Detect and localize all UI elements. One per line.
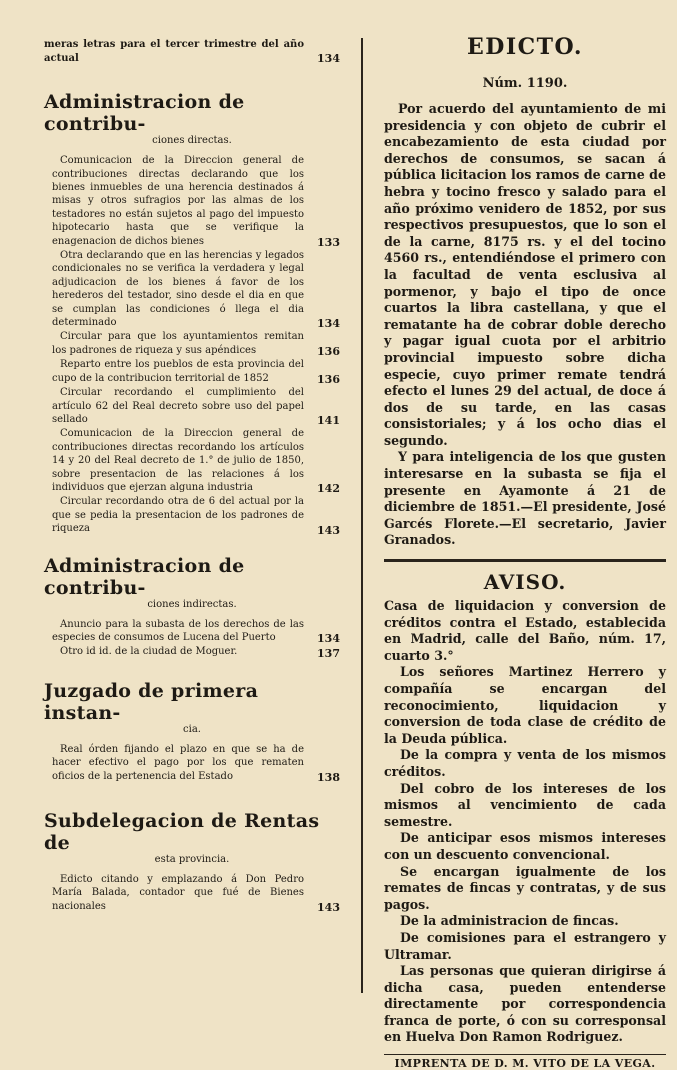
aviso-paragraph: Casa de liquidacion y conversion de créditos contra el Estado, establecida en Madrid, calle del Baño, núm. 17, cuarto 3.° xyxy=(384,598,666,663)
index-entry: Circular recordando el cumplimiento del artículo 62 del Real decreto sobre uso del papel sellado 141 xyxy=(52,387,340,428)
section-subtitle-revenue-subdelegation: esta provincia. xyxy=(154,854,230,865)
printer-imprint: IMPRENTA DE D. M. VITO DE LA VEGA. xyxy=(394,1057,656,1070)
section-separator xyxy=(384,559,666,562)
aviso-paragraph: De anticipar esos mismos intereses con un descuento convencional. xyxy=(384,830,666,862)
index-entry: Edicto citando y emplazando á Don Pedro María Balada, contador que fué de Bienes nacionales 143 xyxy=(52,874,340,915)
index-entry: Otro id id. de la ciudad de Moguer. 137 xyxy=(60,646,340,660)
index-entry: Real órden fijando el plazo en que se ha de hacer efectivo el pago por los que rematen oficios de la pertenencia del Estado 138 xyxy=(52,743,340,784)
section-subtitle-direct-taxes: ciones directas. xyxy=(152,135,232,147)
section-title-revenue-subdelegation: Subdelegacion de Rentas de xyxy=(44,810,320,854)
aviso-paragraph: De la administracion de fincas. xyxy=(400,913,619,929)
edicto-number: Núm. 1190. xyxy=(482,76,568,91)
aviso-paragraph: De la compra y venta de los mismos créditos. xyxy=(384,747,666,779)
index-entry: Comunicacion de la Direccion general de contribuciones directas declarando que los bienes inmuebles de una herencia destinados á misas y otros sufragios por las almas de los testadores no están sujetos al pago del impuesto hipotecario hasta que se verifique la enagenacion de dichos bienes 133 xyxy=(52,155,340,250)
index-entry: Otra declarando que en las herencias y legados condicionales no se verifica la verdadera y legal adjudicacion de los bienes á favor de los herederos del testador, sino desde el dia en que se cumplan las condiciones ó llega el dia determinado 134 xyxy=(52,250,340,331)
section-subtitle-indirect-taxes: ciones indirectas. xyxy=(147,598,237,610)
entries-indirect-taxes xyxy=(44,618,340,660)
section-title-indirect-taxes: Administracion de contribu- xyxy=(44,554,245,599)
entries-court xyxy=(44,743,340,784)
column-divider xyxy=(361,38,363,993)
entries-revenue-subdelegation xyxy=(44,873,340,914)
entries-direct-taxes xyxy=(44,154,340,536)
edicto-title: EDICTO. xyxy=(466,34,584,60)
top-entry xyxy=(44,38,340,65)
notices-column xyxy=(384,34,666,1070)
aviso-body xyxy=(384,598,666,1046)
imprenta-rule xyxy=(384,1054,666,1055)
edicto-paragraph: Y para inteligencia de los que gusten interesarse en la subasta se fija el presente en Ayamonte á 21 de diciembre de 1851.—El presidente, José Garcés Florete.—El secretario, Javier Granados. xyxy=(384,449,666,548)
index-column xyxy=(44,38,340,914)
aviso-title: AVISO. xyxy=(483,570,567,595)
top-entry-page: 134 xyxy=(317,51,340,65)
aviso-paragraph: Los señores Martinez Herrero y compañía se encargan del reconocimiento, liquidacion y conversion de toda clase de crédito de la Deuda pública. xyxy=(384,664,666,746)
index-entry: Anuncio para la subasta de los derechos de las especies de consumos de Lucena del Puerto 134 xyxy=(52,618,340,646)
index-entry: Reparto entre los pueblos de esta provincia del cupo de la contribucion territorial de 1852 136 xyxy=(52,359,340,387)
aviso-paragraph: Del cobro de los intereses de los mismos al vencimiento de cada semestre. xyxy=(384,780,666,829)
section-title-court: Juzgado de primera instan- xyxy=(44,679,259,724)
section-subtitle-court: cia. xyxy=(183,723,201,735)
edicto-paragraph: Por acuerdo del ayuntamiento de mi presidencia y con objeto de cubrir el encabezamiento de esta ciudad por derechos de consumos, se sacan á pública licitacion los ramos de carne de hebra y tocino fresco y salado para el año próximo venidero de 1852, por sus respectivos presupuestos, que lo son el de la carne, 8175 rs. y el del tocino 4560 rs., entendiéndose el primero con la facultad de venta esclusiva al pormenor, y bajo el tipo de once cuartos la libra castellana, y que el rematante ha de cobrar doble derecho y pagar igual cuota por el arbitrio provincial impuesto sobre dicha especie, cuyo primer remate tendrá efecto el lunes 29 del actual, de doce á dos de su tarde, en las casas consistoriales; y á los ocho dias el segundo. xyxy=(384,101,666,448)
edicto-body xyxy=(384,101,666,549)
section-title-direct-taxes: Administracion de contribu- xyxy=(44,91,245,136)
index-entry: Circular recordando otra de 6 del actual por la que se pedia la presentacion de los padrones de riqueza 143 xyxy=(52,496,340,537)
aviso-paragraph: De comisiones para el estrangero y Ultramar. xyxy=(384,929,666,962)
aviso-paragraph: Se encargan igualmente de los remates de fincas y contratas, y de sus pagos. xyxy=(384,863,666,912)
top-entry-text: meras letras para el tercer trimestre del año actual xyxy=(44,39,304,64)
index-entry: Circular para que los ayuntamientos remitan los padrones de riqueza y sus apéndices 136 xyxy=(52,331,340,359)
index-entry: Comunicacion de la Direccion general de contribuciones directas recordando los artículos 14 y 20 del Real decreto de 1.° de julio de 1850, sobre presentacion de las relaciones á los individuos que ejerzan alguna industria 142 xyxy=(52,428,340,496)
aviso-paragraph: Las personas que quieran dirigirse á dicha casa, pueden entenderse directamente por correspondencia franca de porte, ó con su corresponsal en Huelva Don Ramon Rodriguez. xyxy=(384,963,666,1045)
